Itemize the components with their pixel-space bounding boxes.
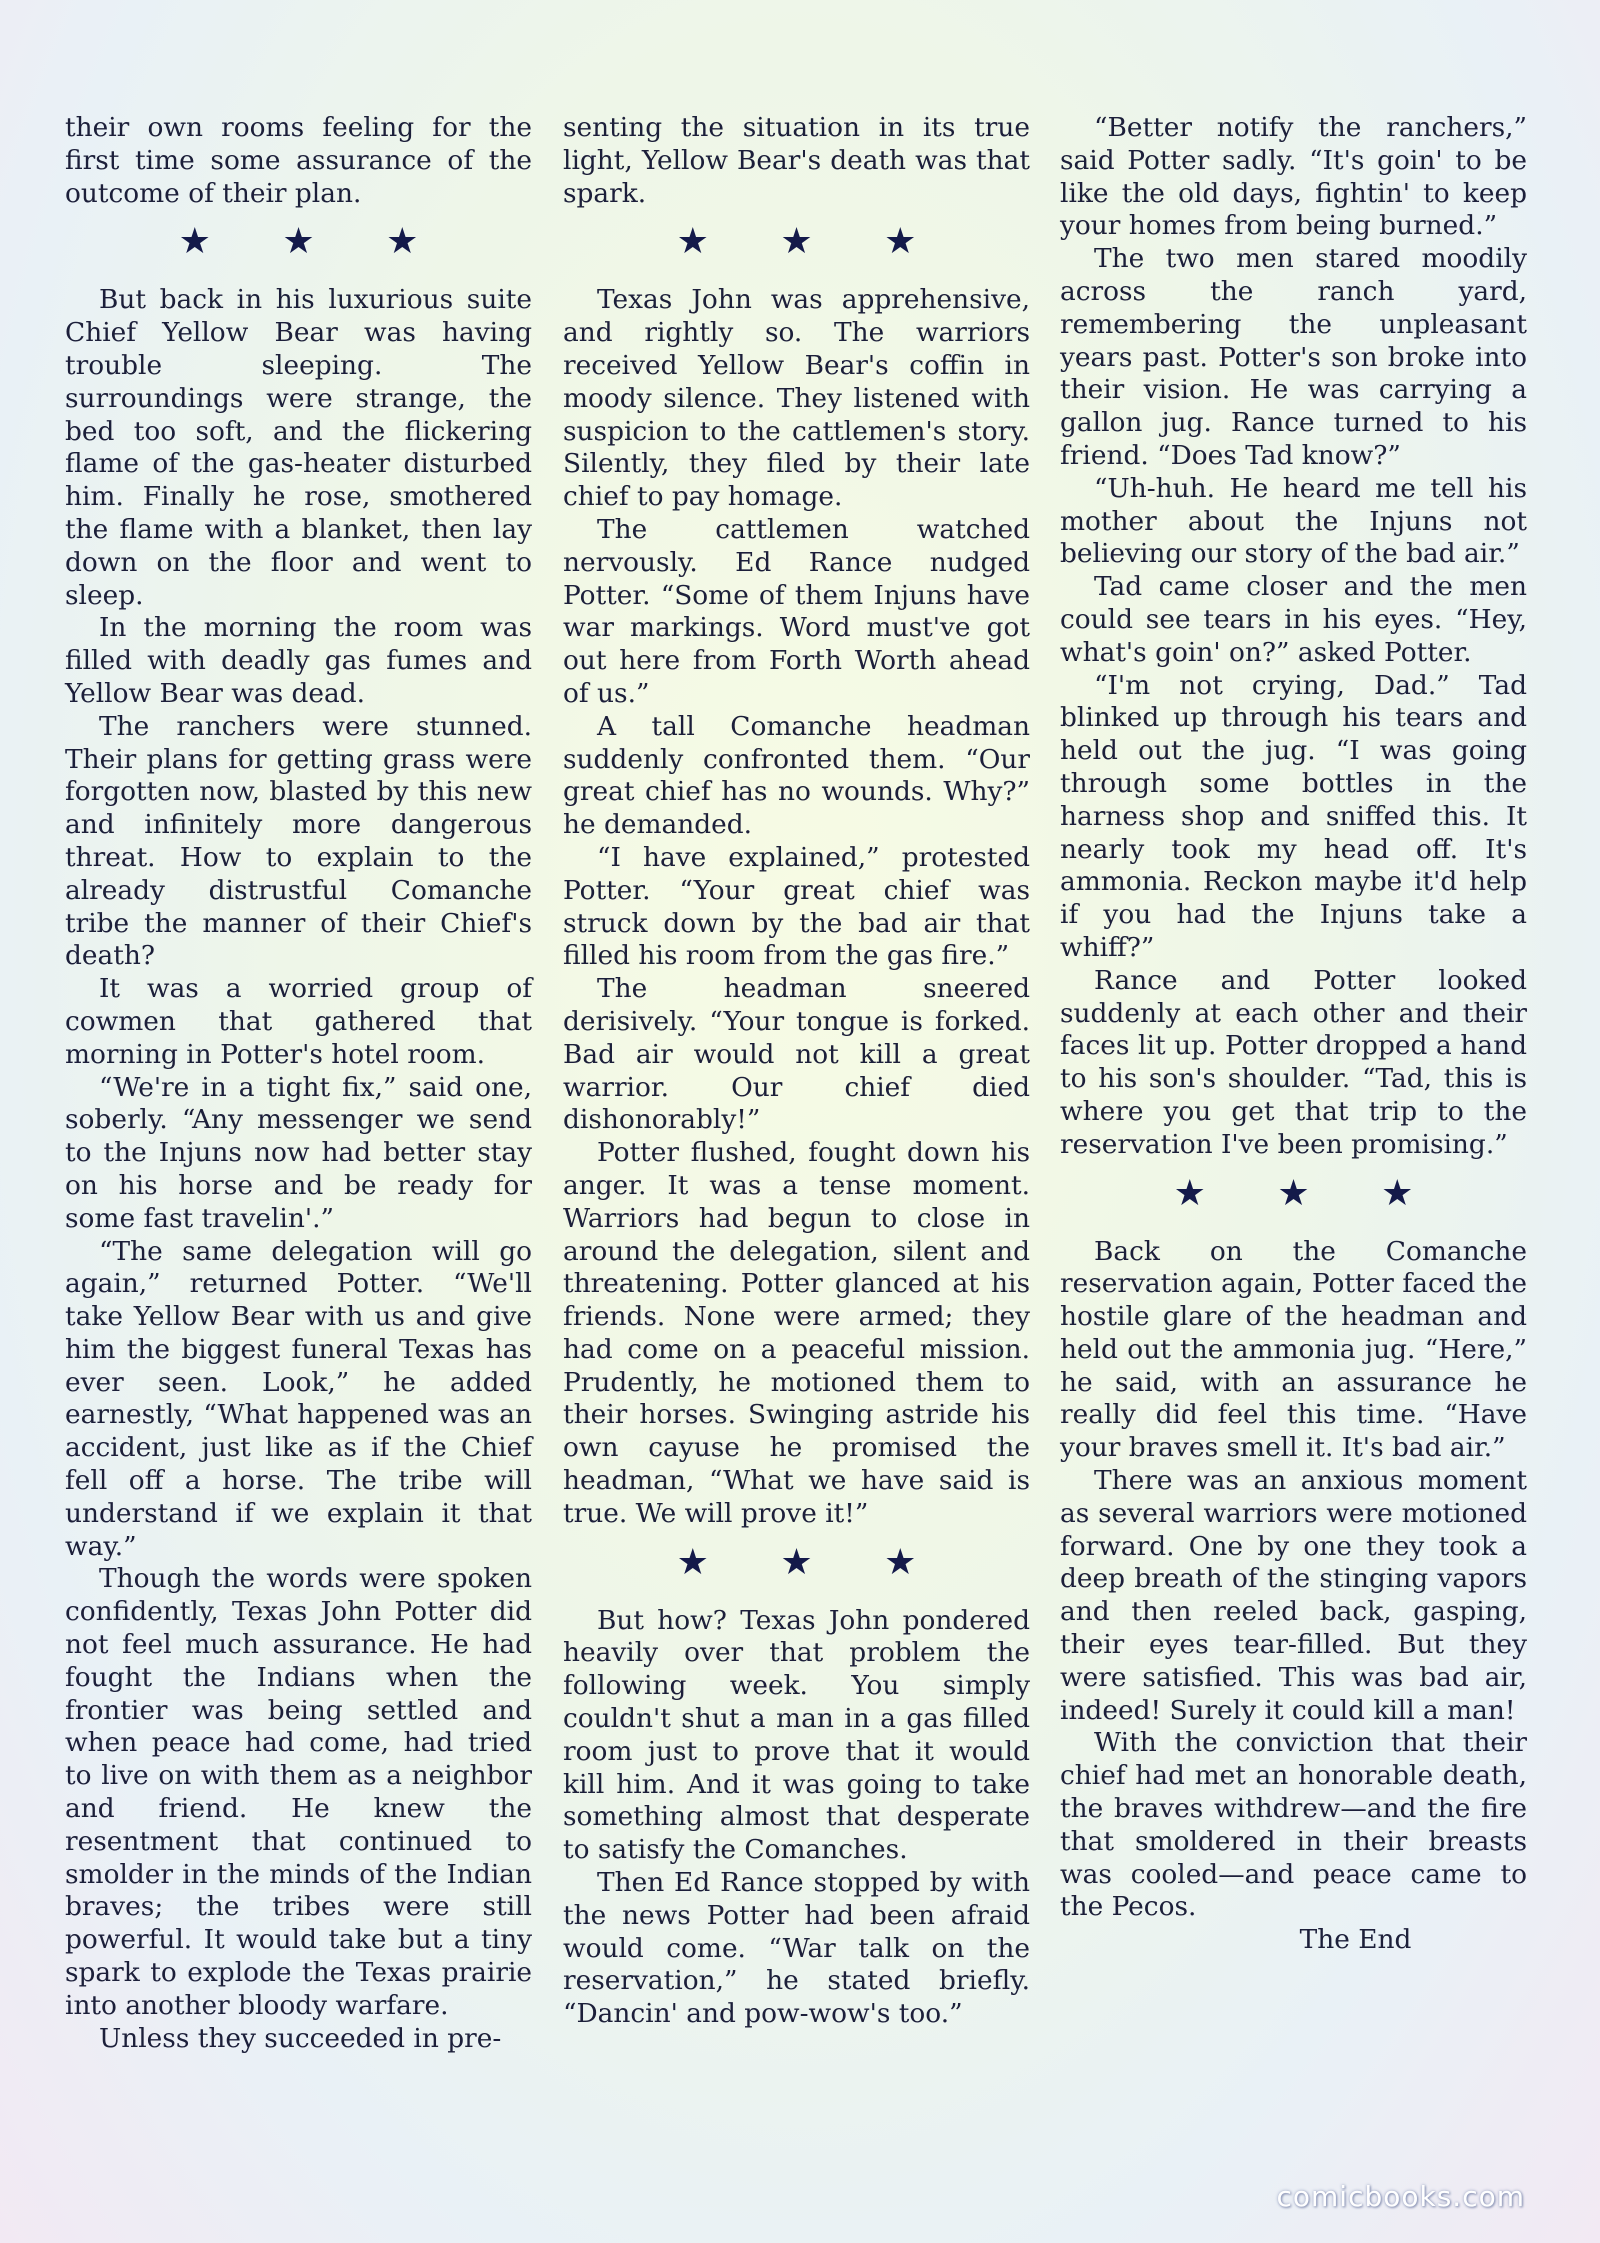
story-paragraph: A tall Comanche headman suddenly confronted them. “Our great chief has no wounds. Why?” he demanded.: [563, 710, 1030, 841]
text-column-1: [65, 112, 532, 2055]
story-paragraph: The headman sneered derisively. “Your tongue is forked. Bad air would not kill a great warrior. Our chief died dishonorably!”: [563, 973, 1030, 1136]
story-paragraph: There was an anxious moment as several warriors were motioned forward. One by one they took a deep breath of the stinging vapors and then reeled back, gasping, their eyes tear-filled. But they were satisfied. This was bad air, indeed! Surely it could kill a man!: [1060, 1465, 1527, 1726]
story-paragraph: “We're in a tight fix,” said one, soberly. “Any messenger we send to the Injuns now had better stay on his horse and be ready for some fast travelin'.”: [65, 1071, 532, 1234]
story-paragraph: their own rooms feeling for the first time some assurance of the outcome of their plan.: [65, 112, 532, 209]
story-paragraph: “I have explained,” protested Potter. “Your great chief was struck down by the bad air that filled his room from the gas fire.”: [563, 841, 1030, 972]
story-paragraph: “Better notify the ranchers,” said Potter sadly. “It's goin' to be like the old days, fightin' to keep your homes from being burned.”: [1060, 112, 1527, 242]
story-paragraph: The cattlemen watched nervously. Ed Rance nudged Potter. “Some of them Injuns have war markings. Word must've got out here from Forth Worth ahead of us.”: [563, 513, 1030, 709]
site-watermark: comicbooks.com: [1276, 2180, 1525, 2213]
story-paragraph: But how? Texas John pondered heavily over that problem the following week. You simply couldn't shut a man in a gas filled room just to prove that it would kill him. And it was going to take something almost that desperate to satisfy the Comanches.: [563, 1604, 1030, 1866]
story-paragraph: “I'm not crying, Dad.” Tad blinked up through his tears and held out the jug. “I was going through some bottles in the harness shop and sniffed this. It nearly took my head off. It's ammonia. Reckon maybe it'd help if you had the Injuns take a whiff?”: [1060, 669, 1527, 963]
section-break-stars: ★ ★ ★: [676, 221, 947, 263]
text-column-2: [563, 112, 1030, 2031]
story-paragraph: Tad came closer and the men could see tears in his eyes. “Hey, what's goin' on?” asked Potter.: [1060, 571, 1527, 668]
story-paragraph: Then Ed Rance stopped by with the news Potter had been afraid would come. “War talk on the reservation,” he stated briefly. “Dancin' and pow-wow's too.”: [563, 1867, 1030, 2030]
text-column-3: [1060, 112, 1527, 1957]
story-paragraph: It was a worried group of cowmen that gathered that morning in Potter's hotel room.: [65, 973, 532, 1070]
story-paragraph: Unless they succeeded in pre-: [99, 2022, 502, 2054]
story-paragraph: senting the situation in its true light, Yellow Bear's death was that spark.: [563, 112, 1030, 209]
story-paragraph: “Uh-huh. He heard me tell his mother about the Injuns not believing our story of the bad air.”: [1060, 472, 1527, 570]
section-break-stars: ★ ★ ★: [178, 221, 449, 263]
story-paragraph: “The same delegation will go again,” returned Potter. “We'll take Yellow Bear with us and give him the biggest funeral Texas has ever seen. Look,” he added earnestly, “What happened was an accident, just like as if the Chief fell off a horse. The tribe will understand if we explain it that way.”: [65, 1235, 532, 1562]
story-paragraph: The two men stared moodily across the ranch yard, remembering the unpleasant years past. Potter's son broke into their vision. He was carrying a gallon jug. Rance turned to his friend. “Does Tad know?”: [1060, 243, 1527, 471]
story-paragraph: Though the words were spoken confidently, Texas John Potter did not feel much assurance. He had fought the Indians when the frontier was being settled and when peace had come, had tried to live on with them as a neighbor and friend. He knew the resentment that continued to smolder in the minds of the Indian braves; the tribes were still powerful. It would take but a tiny spark to explode the Texas prairie into another bloody warfare.: [65, 1563, 532, 2021]
story-paragraph: With the conviction that their chief had met an honorable death, the braves withdrew—and the fire that smoldered in their breasts was cooled—and peace came to the Pecos.: [1060, 1727, 1527, 1923]
section-break-stars: ★ ★ ★: [676, 1541, 947, 1583]
section-break-stars: ★ ★ ★: [1173, 1172, 1444, 1214]
story-paragraph: In the morning the room was filled with deadly gas fumes and Yellow Bear was dead.: [65, 612, 532, 709]
story-paragraph: Texas John was apprehensive, and rightly so. The warriors received Yellow Bear's coffin in moody silence. They listened with suspicion to the cattlemen's story. Silently, they filed by their late chief to pay homage.: [563, 284, 1030, 513]
story-paragraph: Potter flushed, fought down his anger. It was a tense moment. Warriors had begun to close in around the delegation, silent and threatening. Potter glanced at his friends. None were armed; they had come on a peaceful mission. Prudently, he motioned them to their horses. Swinging astride his own cayuse he promised the headman, “What we have said is true. We will prove it!”: [563, 1137, 1030, 1529]
story-end-label: The End: [1299, 1924, 1412, 1956]
story-paragraph: But back in his luxurious suite Chief Yellow Bear was having trouble sleeping. The surroundings were strange, the bed too soft, and the flickering flame of the gas-heater disturbed him. Finally he rose, smothered the flame with a blanket, then lay down on the floor and went to sleep.: [65, 284, 532, 611]
story-paragraph: The ranchers were stunned. Their plans for getting grass were forgotten now, blasted by this new and infinitely more dangerous threat. How to explain to the already distrustful Comanche tribe the manner of their Chief's death?: [65, 710, 532, 972]
story-paragraph: Back on the Comanche reservation again, Potter faced the hostile glare of the headman and held out the ammonia jug. “Here,” he said, with an assurance he really did feel this time. “Have your braves smell it. It's bad air.”: [1060, 1235, 1527, 1464]
story-paragraph: Rance and Potter looked suddenly at each other and their faces lit up. Potter dropped a hand to his son's shoulder. “Tad, this is where you get that trip to the reservation I've been promising.”: [1060, 964, 1527, 1160]
